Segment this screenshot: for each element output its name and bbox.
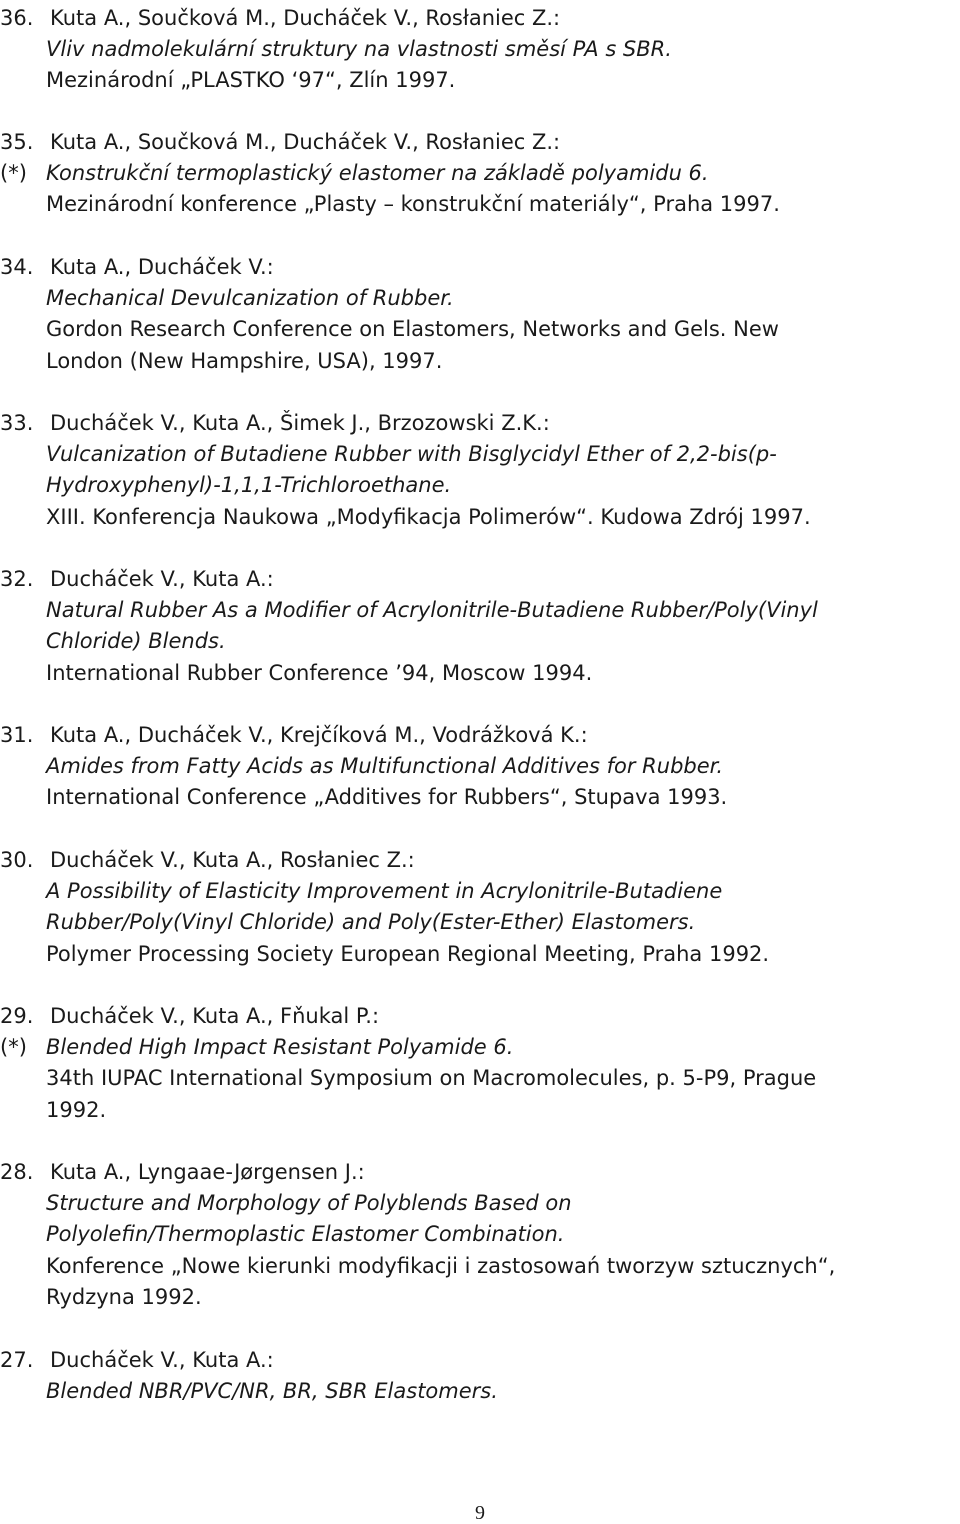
reference-title-line: Mechanical Devulcanization of Rubber. <box>46 286 454 311</box>
reference-title-line: Amides from Fatty Acids as Multifunctional Additives for Rubber. <box>46 754 724 779</box>
reference-title-line: Polyolefin/Thermoplastic Elastomer Combination. <box>46 1222 565 1247</box>
reference-source-line: 1992. <box>46 1097 107 1122</box>
reference-source-line: Polymer Processing Society European Regional Meeting, Praha 1992. <box>46 941 770 966</box>
reference-number: 28. <box>0 1160 34 1184</box>
reference-authors: Ducháček V., Kuta A.: <box>50 1348 274 1372</box>
reference-marker: (*) <box>0 1035 27 1060</box>
reference-source-line: 34th IUPAC International Symposium on Macromolecules, p. 5-P9, Prague <box>46 1066 817 1091</box>
reference-authors: Ducháček V., Kuta A.: <box>50 567 274 591</box>
reference-source-line: International Conference „Additives for Rubbers“, Stupava 1993. <box>46 785 728 810</box>
reference-authors: Ducháček V., Kuta A., Šimek J., Brzozowski Z.K.: <box>50 411 550 435</box>
page-number: 9 <box>475 1502 485 1524</box>
reference-number: 27. <box>0 1348 34 1372</box>
reference-authors: Kuta A., Součková M., Ducháček V., Rosłaniec Z.: <box>50 130 561 154</box>
reference-number: 30. <box>0 848 34 872</box>
reference-number: 31. <box>0 723 34 747</box>
reference-title-line: Hydroxyphenyl)-1,1,1-Trichloroethane. <box>46 473 452 498</box>
reference-source-line: Konference „Nowe kierunki modyfikacji i zastosowań tworzyw sztucznych“, <box>46 1253 836 1278</box>
reference-number: 32. <box>0 567 34 591</box>
reference-title-line: Rubber/Poly(Vinyl Chloride) and Poly(Ester-Ether) Elastomers. <box>46 910 696 935</box>
reference-title-line: Konstrukční termoplastický elastomer na základě polyamidu 6. <box>46 161 709 186</box>
reference-title-line: Chloride) Blends. <box>46 629 226 654</box>
reference-authors: Kuta A., Součková M., Ducháček V., Rosłaniec Z.: <box>50 6 561 30</box>
reference-source-line: Mezinárodní „PLASTKO ‘97“, Zlín 1997. <box>46 68 456 93</box>
reference-authors: Kuta A., Ducháček V., Krejčíková M., Vodrážková K.: <box>50 723 588 747</box>
reference-title-line: Natural Rubber As a Modifier of Acrylonitrile-Butadiene Rubber/Poly(Vinyl <box>46 598 818 623</box>
reference-title-line: Vliv nadmolekulární struktury na vlastnosti směsí PA s SBR. <box>46 37 672 62</box>
reference-authors: Ducháček V., Kuta A., Rosłaniec Z.: <box>50 848 415 872</box>
reference-number: 35. <box>0 130 34 154</box>
reference-number: 34. <box>0 255 34 279</box>
reference-source-line: Mezinárodní konference „Plasty – konstrukční materiály“, Praha 1997. <box>46 192 780 217</box>
reference-number: 33. <box>0 411 34 435</box>
reference-source-line: London (New Hampshire, USA), 1997. <box>46 348 443 373</box>
reference-authors: Kuta A., Ducháček V.: <box>50 255 274 279</box>
reference-source-line: Gordon Research Conference on Elastomers, Networks and Gels. New <box>46 317 779 342</box>
reference-title-line: Blended NBR/PVC/NR, BR, SBR Elastomers. <box>46 1379 498 1404</box>
reference-source-line: International Rubber Conference ’94, Moscow 1994. <box>46 660 593 685</box>
reference-title-line: A Possibility of Elasticity Improvement in Acrylonitrile-Butadiene <box>46 879 723 904</box>
reference-title-line: Structure and Morphology of Polyblends Based on <box>46 1191 572 1216</box>
reference-title-line: Blended High Impact Resistant Polyamide 6. <box>46 1035 514 1060</box>
reference-authors: Kuta A., Lyngaae-Jørgensen J.: <box>50 1160 365 1184</box>
reference-authors: Ducháček V., Kuta A., Fňukal P.: <box>50 1004 380 1028</box>
reference-number: 29. <box>0 1004 34 1028</box>
reference-number: 36. <box>0 6 34 30</box>
reference-marker: (*) <box>0 161 27 186</box>
reference-source-line: XIII. Konferencja Naukowa „Modyfikacja Polimerów“. Kudowa Zdrój 1997. <box>46 504 811 529</box>
reference-source-line: Rydzyna 1992. <box>46 1284 202 1309</box>
reference-title-line: Vulcanization of Butadiene Rubber with Bisglycidyl Ether of 2,2-bis(p- <box>46 442 777 467</box>
